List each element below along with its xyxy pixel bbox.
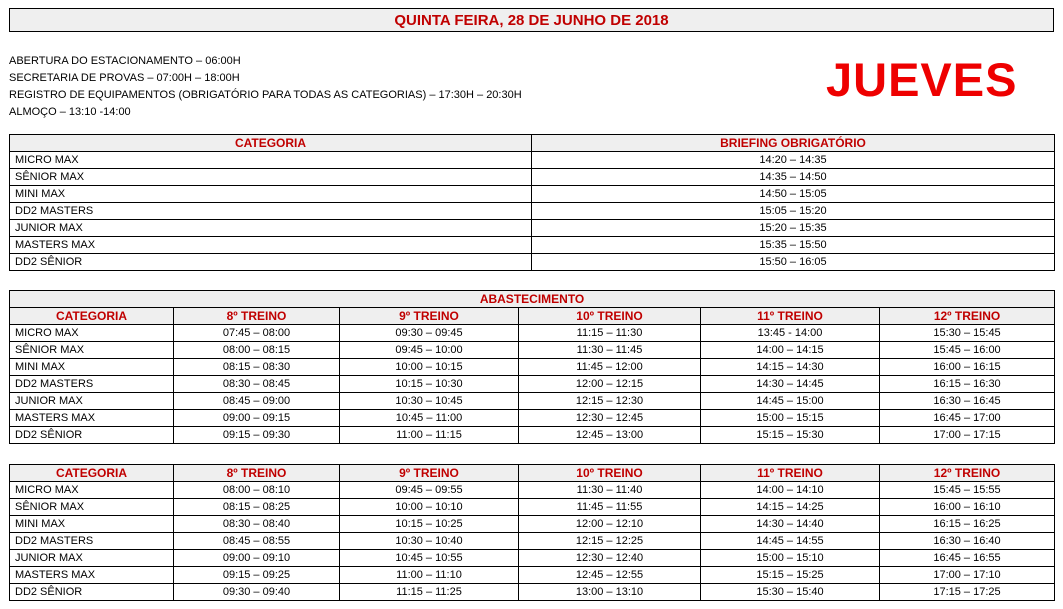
abastecimento-row xyxy=(10,325,1055,342)
abastecimento-time-cell: 16:45 – 17:00 xyxy=(880,410,1055,427)
treinos-category-cell: MICRO MAX xyxy=(10,482,174,499)
abastecimento-row xyxy=(10,427,1055,444)
treinos-time-cell: 09:45 – 09:55 xyxy=(340,482,519,499)
treinos-header-row xyxy=(10,465,1055,482)
treinos-category-cell: DD2 SÊNIOR xyxy=(10,584,174,601)
treinos-time-cell: 09:15 – 09:25 xyxy=(174,567,340,584)
abastecimento-time-cell: 12:15 – 12:30 xyxy=(519,393,701,410)
abastecimento-time-cell: 15:00 – 15:15 xyxy=(701,410,880,427)
abastecimento-time-cell: 08:45 – 09:00 xyxy=(174,393,340,410)
abastecimento-header-category: CATEGORIA xyxy=(10,308,174,325)
briefing-category-cell: JUNIOR MAX xyxy=(10,220,532,237)
treinos-time-cell: 10:45 – 10:55 xyxy=(340,550,519,567)
treinos-table xyxy=(9,464,1055,601)
info-line-equipment: REGISTRO DE EQUIPAMENTOS (OBRIGATÓRIO PARA TODAS AS CATEGORIAS) – 17:30H – 20:30H xyxy=(9,89,522,101)
treinos-header-treino-12: 12º TREINO xyxy=(880,465,1055,482)
treinos-time-cell: 16:00 – 16:10 xyxy=(880,499,1055,516)
treinos-time-cell: 11:30 – 11:40 xyxy=(519,482,701,499)
abastecimento-time-cell: 12:30 – 12:45 xyxy=(519,410,701,427)
treinos-row xyxy=(10,550,1055,567)
abastecimento-time-cell: 15:15 – 15:30 xyxy=(701,427,880,444)
abastecimento-row xyxy=(10,359,1055,376)
treinos-time-cell: 09:00 – 09:10 xyxy=(174,550,340,567)
briefing-row xyxy=(10,203,1055,220)
abastecimento-caption: ABASTECIMENTO xyxy=(10,291,1055,308)
treinos-row xyxy=(10,499,1055,516)
briefing-row xyxy=(10,169,1055,186)
abastecimento-time-cell: 14:30 – 14:45 xyxy=(701,376,880,393)
treinos-time-cell: 15:00 – 15:10 xyxy=(701,550,880,567)
abastecimento-time-cell: 15:45 – 16:00 xyxy=(880,342,1055,359)
treinos-time-cell: 16:45 – 16:55 xyxy=(880,550,1055,567)
abastecimento-time-cell: 10:30 – 10:45 xyxy=(340,393,519,410)
briefing-category-cell: MICRO MAX xyxy=(10,152,532,169)
page-title: QUINTA FEIRA, 28 DE JUNHO DE 2018 xyxy=(9,8,1054,32)
abastecimento-category-cell: MICRO MAX xyxy=(10,325,174,342)
treinos-time-cell: 08:45 – 08:55 xyxy=(174,533,340,550)
briefing-time-cell: 14:20 – 14:35 xyxy=(532,152,1055,169)
abastecimento-time-cell: 08:30 – 08:45 xyxy=(174,376,340,393)
abastecimento-row xyxy=(10,342,1055,359)
treinos-time-cell: 08:30 – 08:40 xyxy=(174,516,340,533)
abastecimento-row xyxy=(10,410,1055,427)
briefing-category-cell: MASTERS MAX xyxy=(10,237,532,254)
info-line-secretariat: SECRETARIA DE PROVAS – 07:00H – 18:00H xyxy=(9,72,240,84)
abastecimento-time-cell: 16:15 – 16:30 xyxy=(880,376,1055,393)
treinos-category-cell: DD2 MASTERS xyxy=(10,533,174,550)
abastecimento-category-cell: DD2 MASTERS xyxy=(10,376,174,393)
treinos-time-cell: 10:30 – 10:40 xyxy=(340,533,519,550)
abastecimento-time-cell: 09:15 – 09:30 xyxy=(174,427,340,444)
treinos-time-cell: 14:45 – 14:55 xyxy=(701,533,880,550)
briefing-row xyxy=(10,220,1055,237)
treinos-row xyxy=(10,533,1055,550)
abastecimento-category-cell: JUNIOR MAX xyxy=(10,393,174,410)
briefing-row xyxy=(10,152,1055,169)
treinos-row xyxy=(10,482,1055,499)
abastecimento-time-cell: 11:45 – 12:00 xyxy=(519,359,701,376)
briefing-time-cell: 15:05 – 15:20 xyxy=(532,203,1055,220)
abastecimento-time-cell: 08:00 – 08:15 xyxy=(174,342,340,359)
treinos-time-cell: 12:00 – 12:10 xyxy=(519,516,701,533)
abastecimento-time-cell: 16:30 – 16:45 xyxy=(880,393,1055,410)
briefing-time-cell: 14:35 – 14:50 xyxy=(532,169,1055,186)
treinos-time-cell: 09:30 – 09:40 xyxy=(174,584,340,601)
treinos-category-cell: MINI MAX xyxy=(10,516,174,533)
abastecimento-time-cell: 15:30 – 15:45 xyxy=(880,325,1055,342)
treinos-time-cell: 11:00 – 11:10 xyxy=(340,567,519,584)
treinos-time-cell: 11:45 – 11:55 xyxy=(519,499,701,516)
abastecimento-time-cell: 14:00 – 14:15 xyxy=(701,342,880,359)
abastecimento-time-cell: 11:15 – 11:30 xyxy=(519,325,701,342)
abastecimento-header-treino-8: 8º TREINO xyxy=(174,308,340,325)
treinos-header-treino-9: 9º TREINO xyxy=(340,465,519,482)
treinos-time-cell: 17:15 – 17:25 xyxy=(880,584,1055,601)
abastecimento-time-cell: 12:00 – 12:15 xyxy=(519,376,701,393)
treinos-time-cell: 12:15 – 12:25 xyxy=(519,533,701,550)
briefing-row xyxy=(10,186,1055,203)
briefing-row xyxy=(10,237,1055,254)
treinos-header-treino-11: 11º TREINO xyxy=(701,465,880,482)
treinos-time-cell: 10:00 – 10:10 xyxy=(340,499,519,516)
abastecimento-time-cell: 10:45 – 11:00 xyxy=(340,410,519,427)
treinos-time-cell: 10:15 – 10:25 xyxy=(340,516,519,533)
abastecimento-time-cell: 09:00 – 09:15 xyxy=(174,410,340,427)
briefing-category-cell: DD2 SÊNIOR xyxy=(10,254,532,271)
abastecimento-time-cell: 07:45 – 08:00 xyxy=(174,325,340,342)
briefing-time-cell: 14:50 – 15:05 xyxy=(532,186,1055,203)
briefing-header-category: CATEGORIA xyxy=(10,135,532,152)
abastecimento-time-cell: 09:30 – 09:45 xyxy=(340,325,519,342)
treinos-time-cell: 14:30 – 14:40 xyxy=(701,516,880,533)
treinos-row xyxy=(10,584,1055,601)
treinos-header-category: CATEGORIA xyxy=(10,465,174,482)
treinos-time-cell: 16:15 – 16:25 xyxy=(880,516,1055,533)
info-block xyxy=(9,53,522,121)
abastecimento-time-cell: 09:45 – 10:00 xyxy=(340,342,519,359)
abastecimento-time-cell: 08:15 – 08:30 xyxy=(174,359,340,376)
abastecimento-time-cell: 14:45 – 15:00 xyxy=(701,393,880,410)
abastecimento-category-cell: SÊNIOR MAX xyxy=(10,342,174,359)
treinos-time-cell: 11:15 – 11:25 xyxy=(340,584,519,601)
treinos-time-cell: 14:15 – 14:25 xyxy=(701,499,880,516)
abastecimento-row xyxy=(10,376,1055,393)
treinos-time-cell: 15:15 – 15:25 xyxy=(701,567,880,584)
treinos-time-cell: 12:45 – 12:55 xyxy=(519,567,701,584)
abastecimento-category-cell: MASTERS MAX xyxy=(10,410,174,427)
briefing-header-briefing: BRIEFING OBRIGATÓRIO xyxy=(532,135,1055,152)
briefing-category-cell: MINI MAX xyxy=(10,186,532,203)
briefing-time-cell: 15:35 – 15:50 xyxy=(532,237,1055,254)
treinos-time-cell: 16:30 – 16:40 xyxy=(880,533,1055,550)
day-label: JUEVES xyxy=(826,53,1018,106)
abastecimento-category-cell: DD2 SÊNIOR xyxy=(10,427,174,444)
treinos-header-treino-8: 8º TREINO xyxy=(174,465,340,482)
briefing-header-row xyxy=(10,135,1055,152)
abastecimento-time-cell: 14:15 – 14:30 xyxy=(701,359,880,376)
treinos-time-cell: 17:00 – 17:10 xyxy=(880,567,1055,584)
briefing-row xyxy=(10,254,1055,271)
abastecimento-time-cell: 16:00 – 16:15 xyxy=(880,359,1055,376)
abastecimento-header-row xyxy=(10,308,1055,325)
treinos-time-cell: 08:00 – 08:10 xyxy=(174,482,340,499)
treinos-time-cell: 14:00 – 14:10 xyxy=(701,482,880,499)
abastecimento-header-treino-11: 11º TREINO xyxy=(701,308,880,325)
info-line-parking: ABERTURA DO ESTACIONAMENTO – 06:00H xyxy=(9,55,241,67)
treinos-time-cell: 13:00 – 13:10 xyxy=(519,584,701,601)
treinos-category-cell: MASTERS MAX xyxy=(10,567,174,584)
abastecimento-table xyxy=(9,290,1055,444)
treinos-time-cell: 08:15 – 08:25 xyxy=(174,499,340,516)
briefing-table xyxy=(9,134,1055,271)
abastecimento-caption-row xyxy=(10,291,1055,308)
briefing-category-cell: SÊNIOR MAX xyxy=(10,169,532,186)
treinos-time-cell: 15:45 – 15:55 xyxy=(880,482,1055,499)
info-line-lunch: ALMOÇO – 13:10 -14:00 xyxy=(9,106,131,118)
treinos-category-cell: JUNIOR MAX xyxy=(10,550,174,567)
abastecimento-time-cell: 11:00 – 11:15 xyxy=(340,427,519,444)
abastecimento-time-cell: 17:00 – 17:15 xyxy=(880,427,1055,444)
abastecimento-category-cell: MINI MAX xyxy=(10,359,174,376)
abastecimento-time-cell: 10:00 – 10:15 xyxy=(340,359,519,376)
treinos-time-cell: 12:30 – 12:40 xyxy=(519,550,701,567)
abastecimento-header-treino-12: 12º TREINO xyxy=(880,308,1055,325)
briefing-time-cell: 15:50 – 16:05 xyxy=(532,254,1055,271)
treinos-category-cell: SÊNIOR MAX xyxy=(10,499,174,516)
briefing-category-cell: DD2 MASTERS xyxy=(10,203,532,220)
abastecimento-header-treino-10: 10º TREINO xyxy=(519,308,701,325)
abastecimento-row xyxy=(10,393,1055,410)
treinos-time-cell: 15:30 – 15:40 xyxy=(701,584,880,601)
abastecimento-time-cell: 11:30 – 11:45 xyxy=(519,342,701,359)
treinos-header-treino-10: 10º TREINO xyxy=(519,465,701,482)
treinos-row xyxy=(10,567,1055,584)
briefing-time-cell: 15:20 – 15:35 xyxy=(532,220,1055,237)
abastecimento-time-cell: 13:45 - 14:00 xyxy=(701,325,880,342)
treinos-row xyxy=(10,516,1055,533)
abastecimento-time-cell: 12:45 – 13:00 xyxy=(519,427,701,444)
abastecimento-time-cell: 10:15 – 10:30 xyxy=(340,376,519,393)
abastecimento-header-treino-9: 9º TREINO xyxy=(340,308,519,325)
